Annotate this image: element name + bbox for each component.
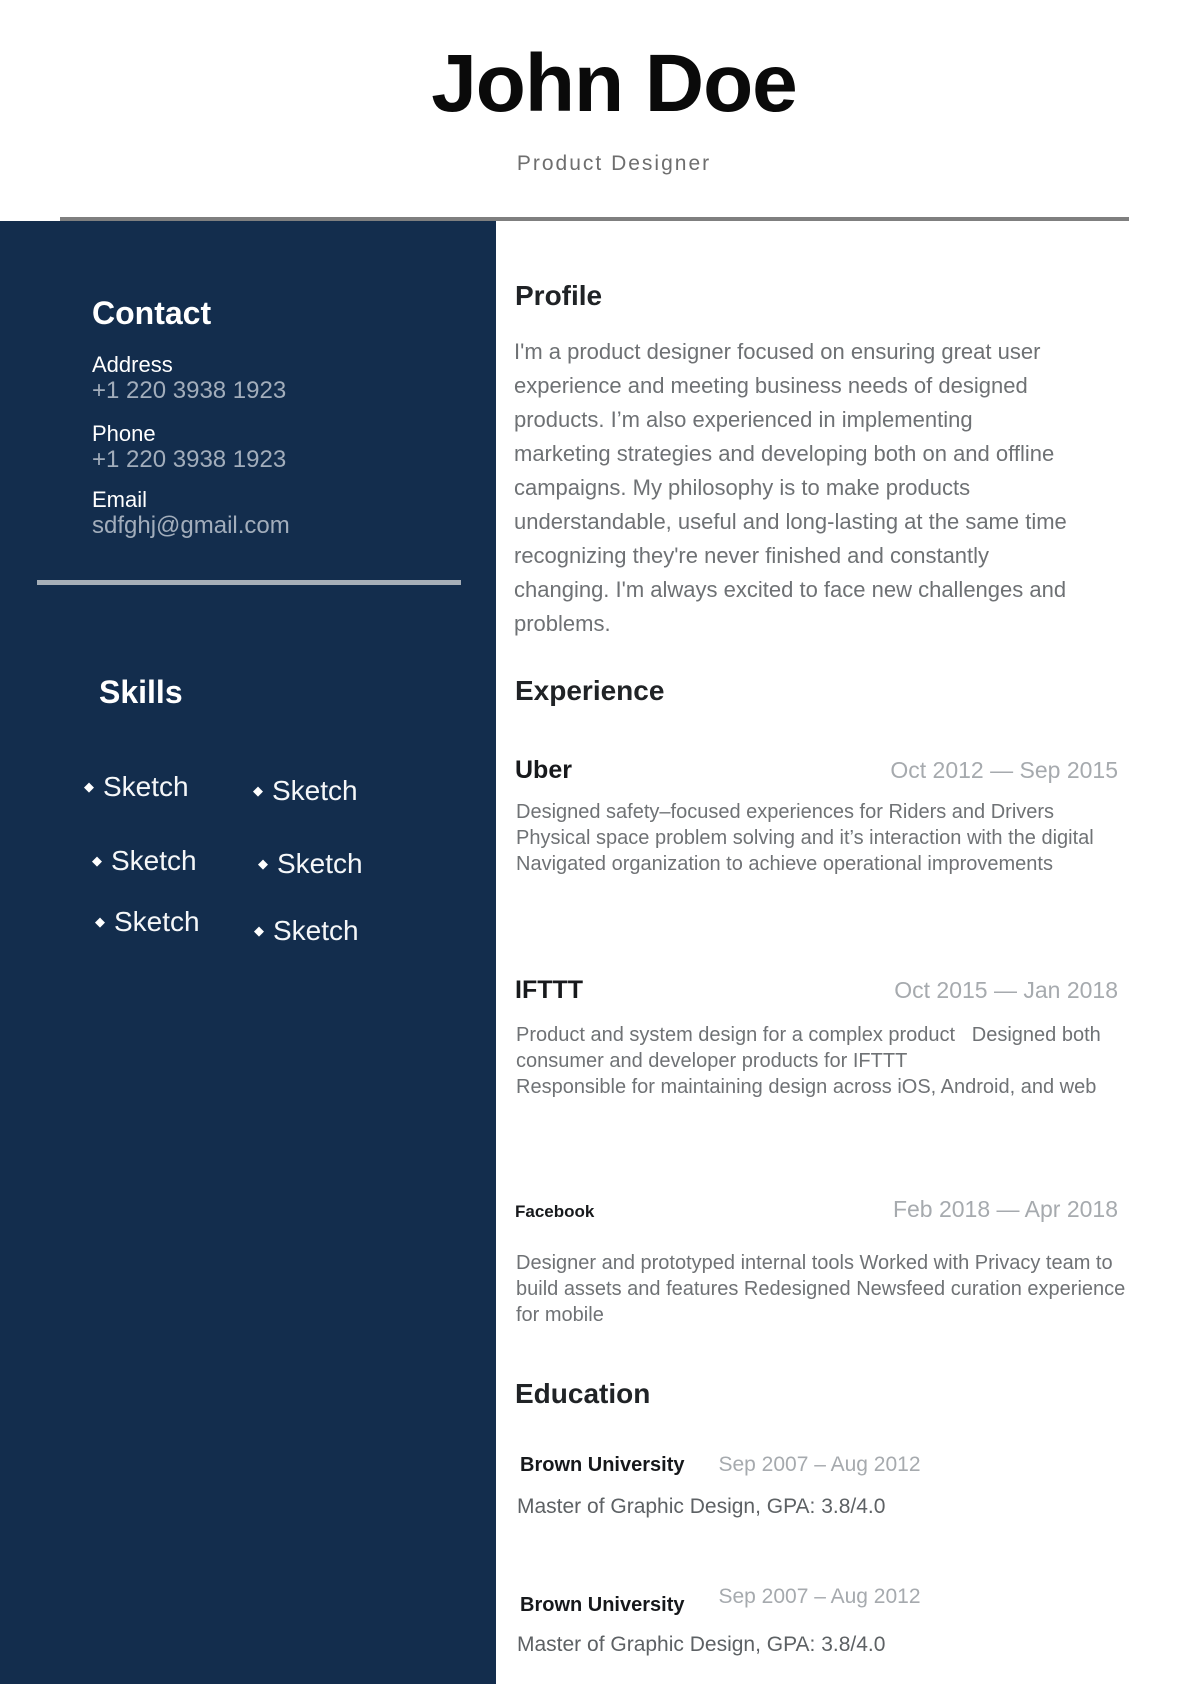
profile-heading: Profile bbox=[515, 280, 603, 311]
diamond-bullet-icon: ◆ bbox=[92, 853, 102, 868]
sidebar bbox=[0, 221, 496, 1684]
contact-group-phone bbox=[92, 421, 286, 473]
skill-label: Sketch bbox=[277, 848, 363, 879]
detail-line: for mobile bbox=[516, 1304, 604, 1326]
detail-line: build assets and features Redesigned Newsfeed curation experience bbox=[516, 1278, 1126, 1300]
degree-line: Master of Graphic Design, GPA: 3.8/4.0 bbox=[517, 1495, 886, 1518]
contact-group-address bbox=[92, 352, 286, 404]
diamond-bullet-icon: ◆ bbox=[254, 923, 264, 938]
person-job-title: Product Designer bbox=[516, 152, 712, 175]
date-range: Oct 2015 — Jan 2018 bbox=[894, 977, 1118, 1003]
profile-line: campaigns. My philosophy is to make products bbox=[514, 475, 971, 500]
experience-entry-details bbox=[516, 1022, 1176, 1100]
profile-line: recognizing they're never finished and constantly bbox=[514, 543, 990, 568]
skill-label: Sketch bbox=[111, 845, 197, 876]
experience-entry-header bbox=[515, 977, 1118, 1005]
detail-line: Physical space problem solving and it’s interaction with the digital bbox=[516, 827, 1094, 849]
experience-entry-header bbox=[515, 757, 1118, 785]
contact-heading: Contact bbox=[92, 295, 212, 331]
skill-item bbox=[254, 916, 359, 946]
email-value: sdfghj@gmail.com bbox=[92, 512, 290, 539]
date-range: Sep 2007 – Aug 2012 bbox=[718, 1585, 921, 1608]
date-range: Sep 2007 – Aug 2012 bbox=[718, 1453, 921, 1476]
experience-heading: Experience bbox=[515, 675, 665, 706]
address-value: +1 220 3938 1923 bbox=[92, 377, 287, 404]
education-entry-header bbox=[520, 1585, 921, 1617]
skill-label: Sketch bbox=[103, 771, 189, 802]
person-name: John Doe bbox=[431, 38, 797, 129]
diamond-bullet-icon: ◆ bbox=[84, 779, 94, 794]
experience-entry-details bbox=[516, 1250, 1176, 1328]
diamond-bullet-icon: ◆ bbox=[253, 783, 263, 798]
company-name: Uber bbox=[515, 756, 572, 784]
profile-paragraph bbox=[514, 335, 1154, 641]
skill-item bbox=[258, 849, 363, 879]
phone-label: Phone bbox=[92, 421, 156, 446]
profile-line: experience and meeting business needs of designed bbox=[514, 373, 1028, 398]
experience-entry-header bbox=[515, 1197, 1118, 1222]
education-heading: Education bbox=[515, 1378, 651, 1409]
profile-line: marketing strategies and developing both on and offline bbox=[514, 441, 1055, 466]
date-range: Oct 2012 — Sep 2015 bbox=[890, 757, 1118, 783]
diamond-bullet-icon: ◆ bbox=[258, 856, 268, 871]
degree-line: Master of Graphic Design, GPA: 3.8/4.0 bbox=[517, 1633, 886, 1656]
address-label: Address bbox=[92, 352, 173, 377]
contact-group-email bbox=[92, 487, 290, 539]
email-label: Email bbox=[92, 487, 148, 512]
skill-item bbox=[95, 907, 200, 937]
skill-item bbox=[253, 776, 358, 806]
detail-line: Navigated organization to achieve operational improvements bbox=[516, 853, 1053, 875]
company-name: Facebook bbox=[515, 1202, 595, 1221]
detail-line: consumer and developer products for IFTTT bbox=[516, 1050, 908, 1072]
phone-value: +1 220 3938 1923 bbox=[92, 446, 287, 473]
school-name: Brown University bbox=[520, 1594, 685, 1616]
experience-entry-details bbox=[516, 799, 1176, 877]
skill-label: Sketch bbox=[272, 775, 358, 806]
diamond-bullet-icon: ◆ bbox=[95, 914, 105, 929]
detail-line: Designer and prototyped internal tools Worked with Privacy team to bbox=[516, 1252, 1113, 1274]
date-range: Feb 2018 — Apr 2018 bbox=[892, 1196, 1118, 1222]
profile-line: understandable, useful and long-lasting at the same time bbox=[514, 509, 1067, 534]
company-name: IFTTT bbox=[515, 976, 584, 1004]
skill-label: Sketch bbox=[114, 906, 200, 937]
profile-line: I'm a product designer focused on ensuring great user bbox=[514, 339, 1041, 364]
sidebar-divider bbox=[37, 580, 461, 585]
education-entry-header bbox=[520, 1452, 921, 1477]
detail-line: Responsible for maintaining design across iOS, Android, and web bbox=[516, 1076, 1097, 1098]
detail-line: Product and system design for a complex product Designed both bbox=[516, 1024, 1101, 1046]
skills-heading: Skills bbox=[99, 674, 183, 710]
skill-item bbox=[92, 846, 197, 876]
profile-line: changing. I'm always excited to face new challenges and bbox=[514, 577, 1067, 602]
profile-line: products. I’m also experienced in implementing bbox=[514, 407, 973, 432]
skill-label: Sketch bbox=[273, 915, 359, 946]
school-name: Brown University bbox=[520, 1454, 685, 1476]
profile-line: problems. bbox=[514, 611, 611, 636]
detail-line: Designed safety–focused experiences for Riders and Drivers bbox=[516, 801, 1055, 823]
skill-item bbox=[84, 772, 189, 802]
